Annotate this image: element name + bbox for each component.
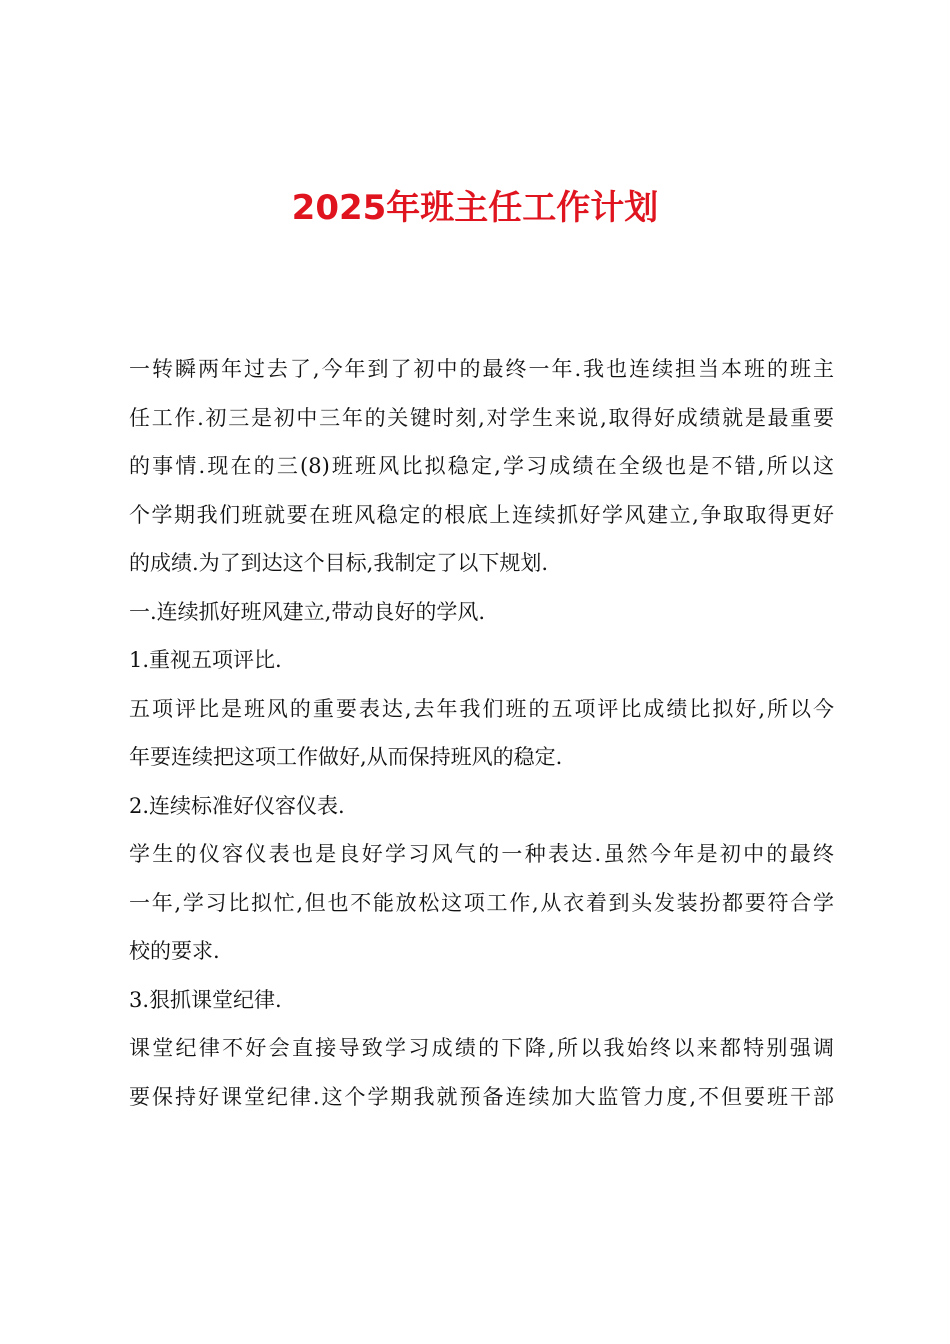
text-line: 1.重视五项评比. (129, 648, 282, 672)
text-line: 一年,学习比拟忙,但也不能放松这项工作,从衣着到头发装扮都要符合学 (129, 890, 834, 915)
text-line: 的事情.现在的三(8)班班风比拟稳定,学习成绩在全级也是不错,所以这 (129, 454, 834, 478)
text-line: 3.狠抓课堂纪律. (129, 987, 282, 1012)
text-line: 任工作.初三是初中三年的关键时刻,对学生来说,取得好成绩就是最重要 (129, 405, 834, 430)
document-title: 2025年班主任工作计划 (291, 188, 659, 228)
text-line: 学生的仪容仪表也是良好学习风气的一种表达.虽然今年是初中的最终 (129, 842, 834, 866)
text-line: 校的要求. (129, 939, 220, 963)
text-line: 2.连续标准好仪容仪表. (129, 793, 345, 818)
text-line: 课堂纪律不好会直接导致学习成绩的下降,所以我始终以来都特别强调 (129, 1036, 834, 1060)
text-line: 一转瞬两年过去了,今年到了初中的最终一年.我也连续担当本班的班主 (129, 357, 834, 381)
text-line: 一.连续抓好班风建立,带动良好的学风. (129, 599, 486, 624)
text-line: 个学期我们班就要在班风稳定的根底上连续抓好学风建立,争取取得更好 (129, 502, 834, 527)
document-body (129, 345, 834, 1121)
text-line: 的成绩.为了到达这个目标,我制定了以下规划. (129, 551, 549, 575)
text-line: 五项评比是班风的重要表达,去年我们班的五项评比成绩比拟好,所以今 (129, 696, 834, 721)
text-line: 年要连续把这项工作做好,从而保持班风的稳定. (129, 745, 563, 769)
text-line: 要保持好课堂纪律.这个学期我就预备连续加大监管力度,不但要班干部 (129, 1084, 834, 1109)
